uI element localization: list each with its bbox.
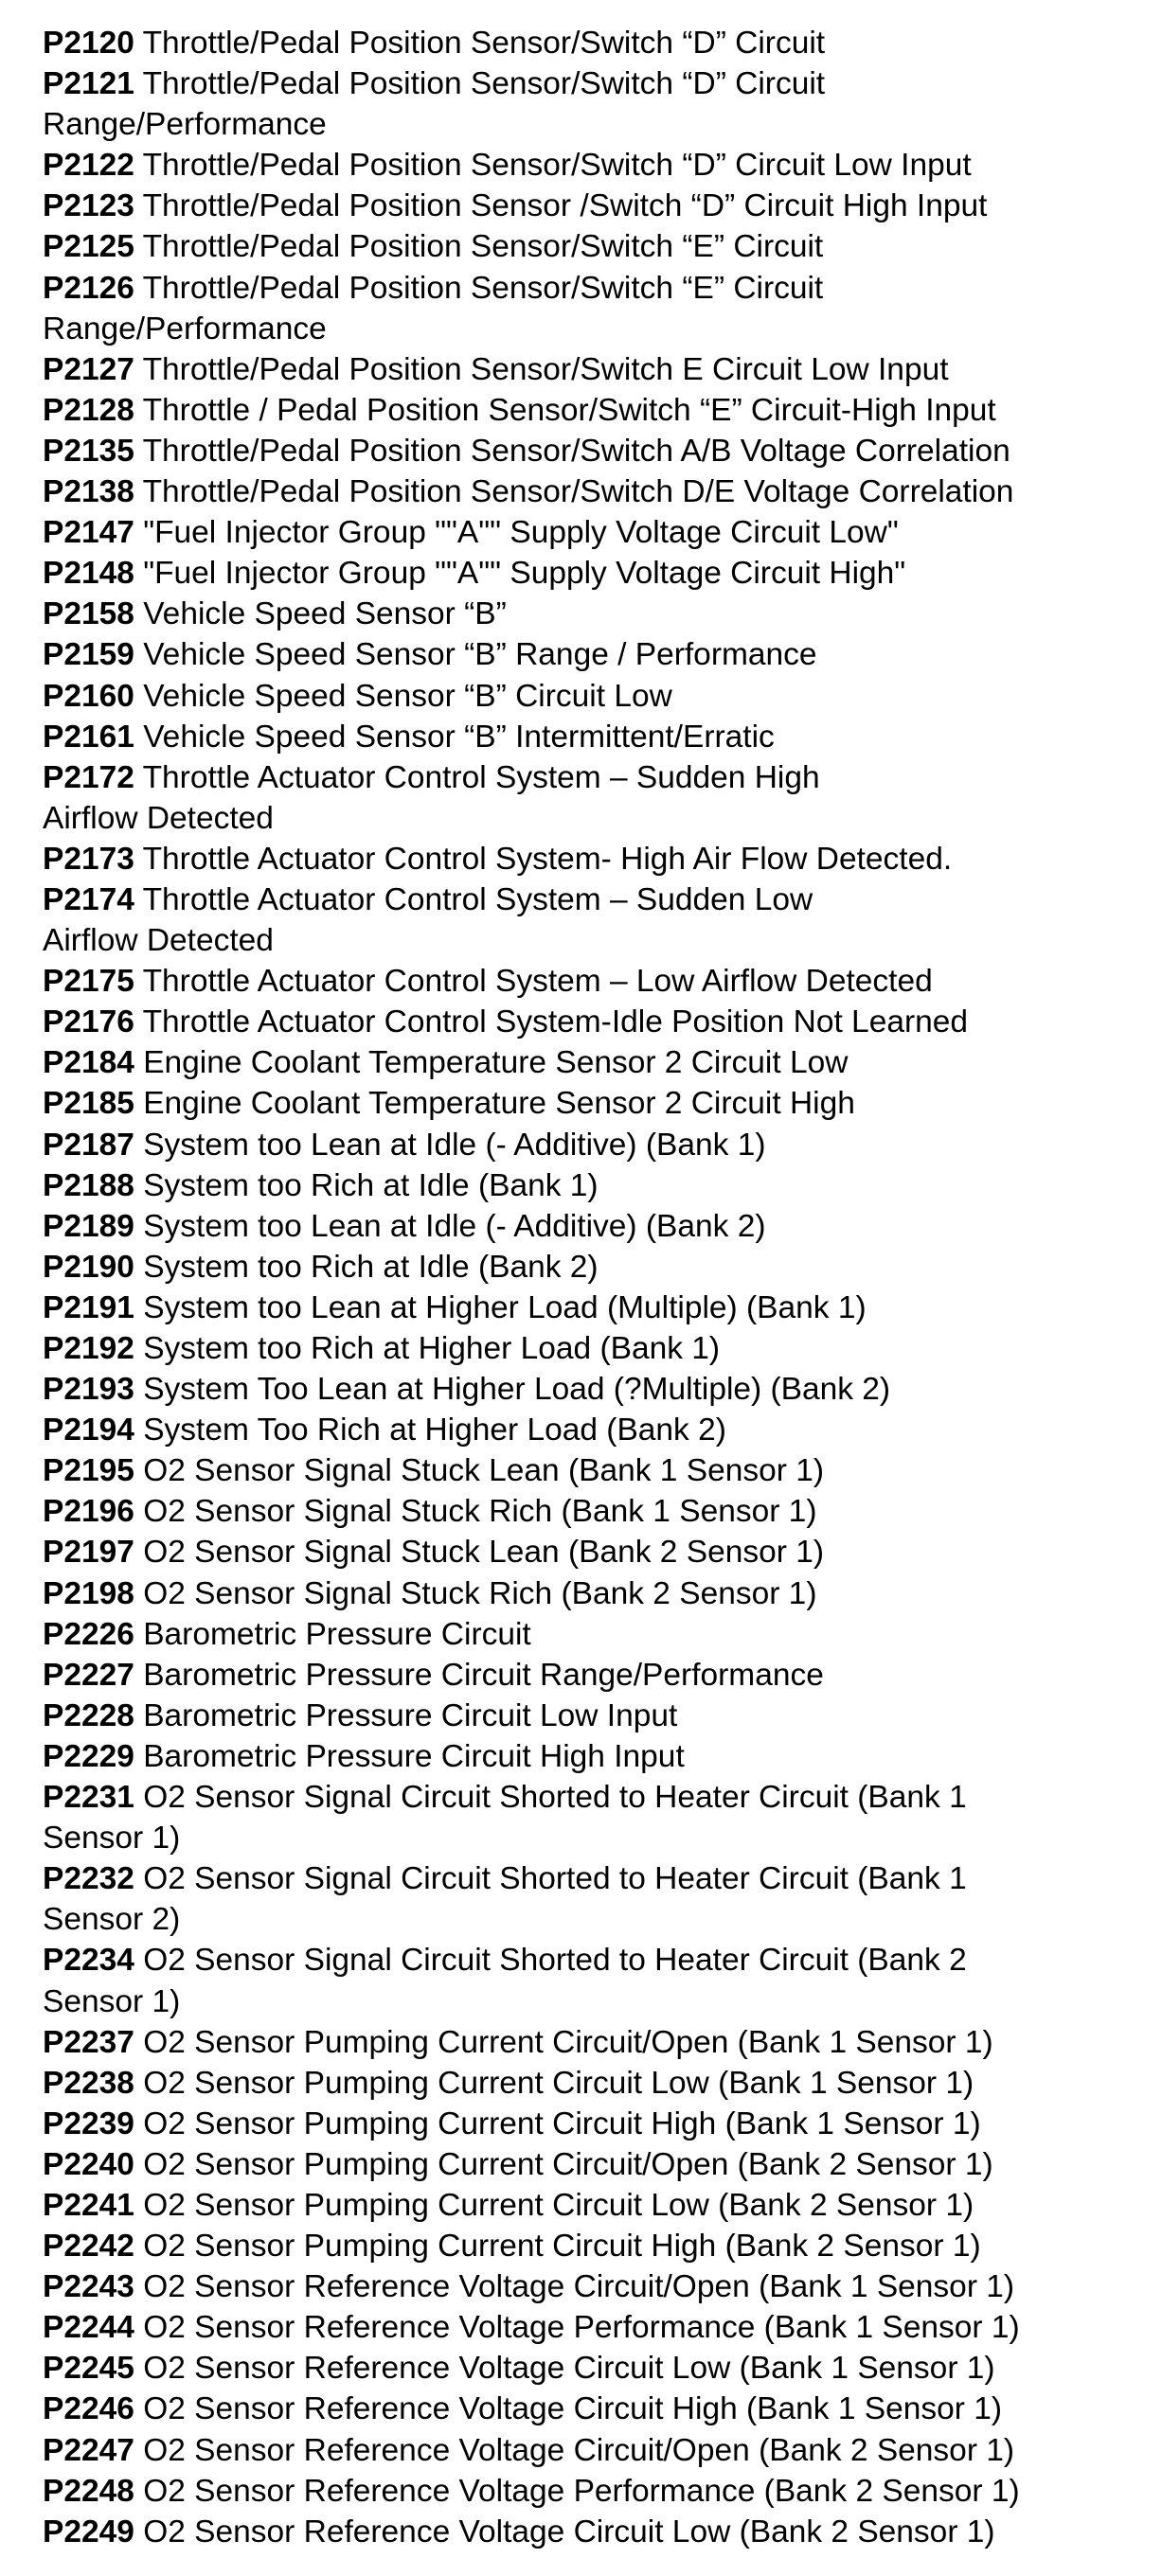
dtc-code: P2161 [43,719,134,755]
dtc-description: Throttle/Pedal Position Sensor/Switch “D” Circuit [142,26,826,61]
code-entry [43,1328,1151,1369]
dtc-code: P2172 [43,759,134,795]
dtc-description: Throttle Actuator Control System – Sudden Low Airflow Detected [43,881,813,959]
dtc-code: P2135 [43,433,134,469]
code-entry [43,2022,1151,2063]
dtc-description: Vehicle Speed Sensor “B” Intermittent/Erratic [143,719,775,755]
dtc-code: P2191 [43,1289,134,1325]
code-entry [43,2348,1151,2389]
code-entry [43,63,1151,145]
dtc-code: P2160 [43,678,134,714]
dtc-code: P2194 [43,1412,134,1448]
dtc-code: P2190 [43,1249,134,1285]
code-entry [43,226,1151,267]
dtc-description: System too Rich at Higher Load (Bank 1) [143,1331,721,1366]
dtc-description: Vehicle Speed Sensor “B” [143,596,507,632]
dtc-description: O2 Sensor Reference Voltage Performance (Bank 1 Sensor 1) [143,2310,1020,2346]
dtc-code: P2231 [43,1780,134,1816]
dtc-description: O2 Sensor Pumping Current Circuit/Open (Bank 2 Sensor 1) [143,2146,993,2182]
dtc-description: O2 Sensor Reference Voltage Circuit Low (Bank 2 Sensor 1) [143,2514,995,2549]
code-entry [43,1369,1151,1410]
code-entry [43,1532,1151,1572]
dtc-description: Barometric Pressure Circuit High Input [143,1738,685,1774]
code-entry [43,1614,1151,1655]
dtc-code: P2193 [43,1372,134,1408]
dtc-description: O2 Sensor Reference Voltage Circuit/Open (Bank 2 Sensor 1) [143,2432,1015,2468]
dtc-code: P2247 [43,2432,134,2468]
code-entry [43,1288,1151,1328]
dtc-description: Throttle Actuator Control System – Low Airflow Detected [142,964,933,1000]
dtc-description: Throttle/Pedal Position Sensor/Switch “E” Circuit [142,229,824,265]
dtc-code: P2187 [43,1127,134,1163]
dtc-code: P2243 [43,2269,134,2305]
dtc-code: P2192 [43,1331,134,1366]
code-entry [43,1573,1151,1614]
code-entry [43,2185,1151,2226]
dtc-code: P2120 [43,26,134,61]
dtc-description: System Too Lean at Higher Load (?Multiple) (Bank 2) [143,1372,891,1408]
dtc-description: System too Rich at Idle (Bank 1) [143,1167,599,1203]
dtc-code: P2184 [43,1045,134,1081]
code-entry [43,1940,1151,2021]
code-entry [43,2512,1151,2552]
dtc-code: P2125 [43,229,134,265]
dtc-code: P2175 [43,964,134,1000]
dtc-description: O2 Sensor Pumping Current Circuit High (Bank 2 Sensor 1) [143,2229,981,2265]
dtc-description: Throttle/Pedal Position Sensor/Switch “D” Circuit Low Input [142,148,972,184]
code-entry [43,1491,1151,1532]
dtc-code: P2229 [43,1738,134,1774]
code-entry [43,594,1151,634]
dtc-description: Throttle/Pedal Position Sensor/Switch E Circuit Low Input [142,351,949,387]
code-entry [43,1247,1151,1288]
code-entry [43,1410,1151,1450]
dtc-description: Throttle / Pedal Position Sensor/Switch “E” Circuit-High Input [142,392,996,428]
dtc-code: P2238 [43,2065,134,2101]
dtc-description: Barometric Pressure Circuit Low Input [143,1697,678,1733]
dtc-code: P2173 [43,841,134,877]
code-entry [43,390,1151,431]
code-rows [43,23,1151,2552]
dtc-description: O2 Sensor Pumping Current Circuit Low (Bank 2 Sensor 1) [143,2187,974,2223]
code-entry [43,1736,1151,1777]
code-entry [43,2471,1151,2512]
code-entry [43,1042,1151,1083]
code-entry [43,1002,1151,1042]
dtc-code-list [43,23,1151,2552]
dtc-code: P2226 [43,1616,134,1652]
dtc-description: Barometric Pressure Circuit [143,1616,531,1652]
dtc-description: Vehicle Speed Sensor “B” Range / Performance [143,637,817,673]
dtc-description: Throttle/Pedal Position Sensor /Switch “D” Circuit High Input [142,188,988,224]
dtc-code: P2237 [43,2024,134,2060]
dtc-description: System Too Rich at Higher Load (Bank 2) [143,1412,726,1448]
dtc-code: P2248 [43,2473,134,2509]
dtc-code: P2128 [43,392,134,428]
dtc-description: System too Lean at Idle (- Additive) (Bank 1) [143,1127,766,1163]
dtc-code: P2174 [43,881,134,917]
dtc-description: O2 Sensor Signal Stuck Rich (Bank 1 Sensor 1) [143,1494,817,1530]
dtc-description: O2 Sensor Pumping Current Circuit Low (Bank 1 Sensor 1) [143,2065,974,2101]
dtc-code: P2196 [43,1494,134,1530]
code-entry [43,1655,1151,1696]
dtc-code: P2246 [43,2391,134,2427]
code-entry [43,1125,1151,1165]
dtc-description: Throttle/Pedal Position Sensor/Switch D/E Voltage Correlation [142,474,1014,510]
code-entry [43,145,1151,186]
dtc-description: O2 Sensor Reference Voltage Circuit/Open (Bank 1 Sensor 1) [143,2269,1015,2305]
dtc-code: P2234 [43,1943,134,1979]
dtc-description: System too Lean at Higher Load (Multiple) (Bank 1) [143,1289,867,1325]
dtc-description: O2 Sensor Reference Voltage Circuit High (Bank 1 Sensor 1) [143,2391,1003,2427]
code-entry [43,1450,1151,1491]
dtc-description: O2 Sensor Pumping Current Circuit High (Bank 1 Sensor 1) [143,2105,981,2141]
code-entry [43,1206,1151,1247]
code-entry [43,2104,1151,2144]
dtc-description: O2 Sensor Signal Stuck Lean (Bank 1 Sensor 1) [143,1453,824,1489]
code-entry [43,1696,1151,1736]
dtc-description: Engine Coolant Temperature Sensor 2 Circuit Low [143,1045,849,1081]
dtc-code: P2159 [43,637,134,673]
dtc-code: P2244 [43,2310,134,2346]
dtc-code: P2232 [43,1861,134,1897]
dtc-description: O2 Sensor Signal Circuit Shorted to Heater Circuit (Bank 2 Sensor 1) [43,1943,967,2019]
dtc-description: Throttle/Pedal Position Sensor/Switch “D” Circuit Range/Performance [43,66,826,143]
dtc-code: P2240 [43,2146,134,2182]
dtc-code: P2147 [43,515,134,551]
code-entry [43,186,1151,226]
dtc-description: "Fuel Injector Group ""A"" Supply Voltage Circuit Low" [143,515,899,551]
code-entry [43,1165,1151,1206]
code-entry [43,2307,1151,2348]
dtc-code: P2123 [43,188,134,224]
dtc-description: O2 Sensor Signal Circuit Shorted to Heater Circuit (Bank 1 Sensor 1) [43,1780,967,1856]
dtc-code: P2198 [43,1575,134,1611]
code-entry [43,512,1151,553]
code-entry [43,2266,1151,2307]
code-entry [43,676,1151,717]
dtc-description: Barometric Pressure Circuit Range/Performance [143,1657,824,1693]
dtc-description: Vehicle Speed Sensor “B” Circuit Low [143,678,672,714]
code-entry [43,349,1151,390]
code-entry [43,634,1151,675]
dtc-code: P2138 [43,474,134,510]
code-entry [43,717,1151,757]
code-entry [43,2226,1151,2266]
code-entry [43,839,1151,879]
dtc-description: Throttle/Pedal Position Sensor/Switch A/B Voltage Correlation [142,433,1010,469]
dtc-description: O2 Sensor Signal Circuit Shorted to Heater Circuit (Bank 1 Sensor 2) [43,1861,967,1938]
dtc-code: P2148 [43,556,134,592]
code-entry [43,2389,1151,2429]
dtc-description: O2 Sensor Signal Stuck Rich (Bank 2 Sensor 1) [143,1575,817,1611]
dtc-code: P2195 [43,1453,134,1489]
code-entry [43,1777,1151,1858]
code-entry [43,2144,1151,2185]
code-entry [43,879,1151,961]
dtc-description: Throttle Actuator Control System- High Air Flow Detected. [142,841,953,877]
dtc-code: P2241 [43,2187,134,2223]
dtc-code: P2121 [43,66,134,102]
code-entry [43,961,1151,1002]
dtc-code: P2189 [43,1208,134,1244]
code-entry [43,268,1151,349]
code-entry [43,757,1151,839]
dtc-description: O2 Sensor Signal Stuck Lean (Bank 2 Sensor 1) [143,1535,824,1571]
dtc-description: Engine Coolant Temperature Sensor 2 Circuit High [143,1086,855,1122]
dtc-description: Throttle/Pedal Position Sensor/Switch “E” Circuit Range/Performance [43,270,824,346]
dtc-code: P2228 [43,1697,134,1733]
dtc-code: P2127 [43,351,134,387]
dtc-code: P2242 [43,2229,134,2265]
code-entry [43,1083,1151,1124]
code-entry [43,553,1151,594]
code-entry [43,471,1151,512]
code-entry [43,23,1151,63]
dtc-code: P2126 [43,270,134,306]
dtc-description: "Fuel Injector Group ""A"" Supply Voltage Circuit High" [143,556,906,592]
dtc-description: System too Lean at Idle (- Additive) (Bank 2) [143,1208,766,1244]
dtc-code: P2197 [43,1535,134,1571]
dtc-code: P2176 [43,1004,134,1040]
dtc-code: P2245 [43,2351,134,2387]
dtc-description: O2 Sensor Pumping Current Circuit/Open (Bank 1 Sensor 1) [143,2024,993,2060]
code-entry [43,431,1151,471]
dtc-code: P2239 [43,2105,134,2141]
code-entry [43,1858,1151,1940]
dtc-description: Throttle Actuator Control System-Idle Position Not Learned [142,1004,969,1040]
dtc-code: P2158 [43,596,134,632]
dtc-description: Throttle Actuator Control System – Sudden High Airflow Detected [43,759,820,836]
dtc-description: O2 Sensor Reference Voltage Performance (Bank 2 Sensor 1) [143,2473,1020,2509]
dtc-code: P2227 [43,1657,134,1693]
dtc-code: P2188 [43,1167,134,1203]
dtc-description: System too Rich at Idle (Bank 2) [143,1249,599,1285]
code-entry [43,2063,1151,2104]
dtc-code: P2249 [43,2514,134,2549]
dtc-code: P2185 [43,1086,134,1122]
dtc-description: O2 Sensor Reference Voltage Circuit Low (Bank 1 Sensor 1) [143,2351,995,2387]
dtc-code: P2122 [43,148,134,184]
code-entry [43,2430,1151,2471]
